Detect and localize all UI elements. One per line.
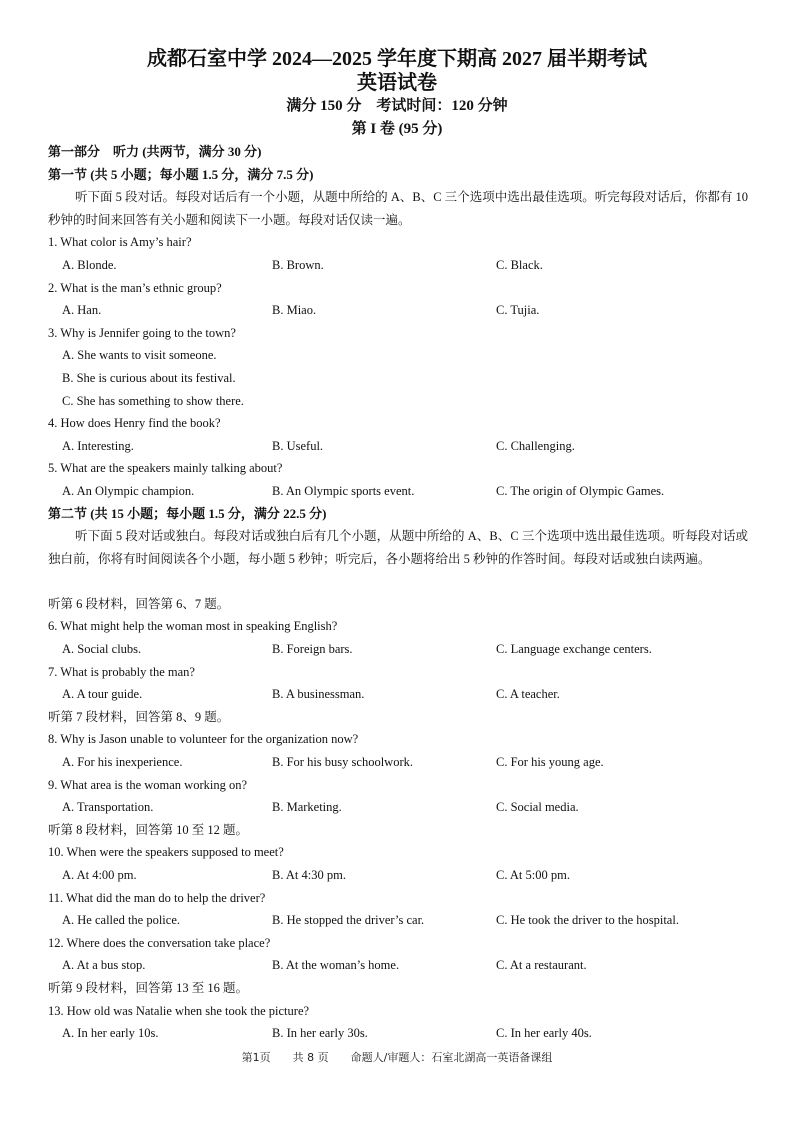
option-c: C. At a restaurant. [496,958,587,973]
option-c: C. He took the driver to the hospital. [496,913,679,928]
option-b: B. Marketing. [272,800,342,815]
question-stem: 8. Why is Jason unable to volunteer for the organization now? [48,732,359,747]
question-stem: 2. What is the man’s ethnic group? [48,280,222,295]
option-c: C. Black. [496,257,543,272]
question-stem: 10. When were the speakers supposed to meet? [48,845,284,860]
options-row [48,435,748,458]
option-b: B. A businessman. [272,687,365,702]
exam-title: 成都石室中学 2024—2025 学年度下期高 2027 届半期考试 [147,48,647,70]
option-a: A. At 4:00 pm. [62,868,137,883]
question-stem: 1. What color is Amy’s hair? [48,235,192,250]
question-stem: 6. What might help the woman most in speaking English? [48,619,338,634]
options-row [48,1022,748,1045]
options-row [48,638,748,661]
option-c: C. Social media. [496,800,579,815]
option-b: B. Miao. [272,303,317,318]
question-stem: 13. How old was Natalie when she took the picture? [48,1003,310,1018]
option-b: B. An Olympic sports event. [272,483,415,498]
section2-instructions: 听下面 5 段对话或独白。每段对话或独白后有几个小题，从题中所给的 A、B、C 三个选项中选出最佳选项。听每段对话或独白前，你将有时间阅读各个小题，每小题 5 秒钟；听完后，各小题将给出 5 秒钟的作答时间。每段对话或独白读两遍。 [48,529,748,566]
option-a: A. A tour guide. [62,687,143,702]
option-b: B. He stopped the driver’s car. [272,913,425,928]
question-stem: 9. What area is the woman working on? [48,777,248,792]
options-row [48,751,748,774]
option-b: B. At 4:30 pm. [272,868,346,883]
option-b: B. Useful. [272,438,324,453]
option-a: A. She wants to visit someone. [62,348,217,363]
question-stem: 12. Where does the conversation take place? [48,935,271,950]
option-a: A. An Olympic champion. [62,483,195,498]
question-stem: 11. What did the man do to help the driver? [48,890,266,905]
question-stem: 4. How does Henry find the book? [48,416,221,431]
options-row [48,954,748,977]
option-c: C. For his young age. [496,755,604,770]
question-stem: 3. Why is Jennifer going to the town? [48,325,236,340]
option-b: B. Foreign bars. [272,642,353,657]
option-a: A. Social clubs. [62,642,142,657]
exam-subtitle: 英语试卷 [357,72,437,94]
material-note: 听第 8 段材料，回答第 10 至 12 题。 [48,822,249,837]
part1-heading: 第一部分 听力 (共两节，满分 30 分) [48,144,262,159]
option-c: C. Tujia. [496,303,540,318]
option-c: C. In her early 40s. [496,1026,592,1041]
options-row [48,480,748,503]
option-c: C. A teacher. [496,687,560,702]
option-b: B. For his busy schoolwork. [272,755,413,770]
option-c: C. The origin of Olympic Games. [496,483,665,498]
option-c: C. Challenging. [496,438,575,453]
option-b: B. She is curious about its festival. [62,370,236,385]
options-row [48,909,748,932]
volume-label: 第 I 卷 (95 分) [351,121,443,137]
options-row [48,683,748,706]
option-c: C. Language exchange centers. [496,642,652,657]
section1-heading: 第一节 (共 5 小题；每小题 1.5 分，满分 7.5 分) [48,166,314,182]
option-c: C. At 5:00 pm. [496,868,570,883]
option-c: C. She has something to show there. [62,393,244,408]
page-footer: 第1页 共 8 页 命题人/审题人：石室北湖高一英语备课组 [241,1051,553,1064]
option-a: A. Transportation. [62,800,154,815]
section2-heading: 第二节 (共 15 小题；每小题 1.5 分，满分 22.5 分) [48,505,327,521]
question-stem: 5. What are the speakers mainly talking about? [48,461,283,476]
question-stem: 7. What is probably the man? [48,664,195,679]
exam-body [48,141,748,1045]
option-a: A. For his inexperience. [62,755,183,770]
option-a: A. He called the police. [62,913,181,928]
options-row [48,864,748,887]
section1-instructions: 听下面 5 段对话。每段对话后有一个小题，从题中所给的 A、B、C 三个选项中选出最佳选项。听完每段对话后，你都有 10 秒钟的时间来回答有关小题和阅读下一小题。每段对话仅读一遍。 [48,190,748,227]
option-a: A. Interesting. [62,438,134,453]
option-b: B. In her early 30s. [272,1026,368,1041]
material-note: 听第 6 段材料，回答第 6、7 题。 [48,596,230,611]
option-a: A. Blonde. [62,257,117,272]
option-b: B. At the woman’s home. [272,958,400,973]
score-time: 满分 150 分 考试时间：120 分钟 [286,98,508,114]
options-row [48,796,748,819]
option-b: B. Brown. [272,257,324,272]
option-a: A. In her early 10s. [62,1026,159,1041]
material-note: 听第 7 段材料，回答第 8、9 题。 [48,709,230,724]
option-a: A. At a bus stop. [62,958,146,973]
options-row [48,299,748,322]
material-note: 听第 9 段材料，回答第 13 至 16 题。 [48,980,249,995]
options-row [48,254,748,277]
option-a: A. Han. [62,303,102,318]
